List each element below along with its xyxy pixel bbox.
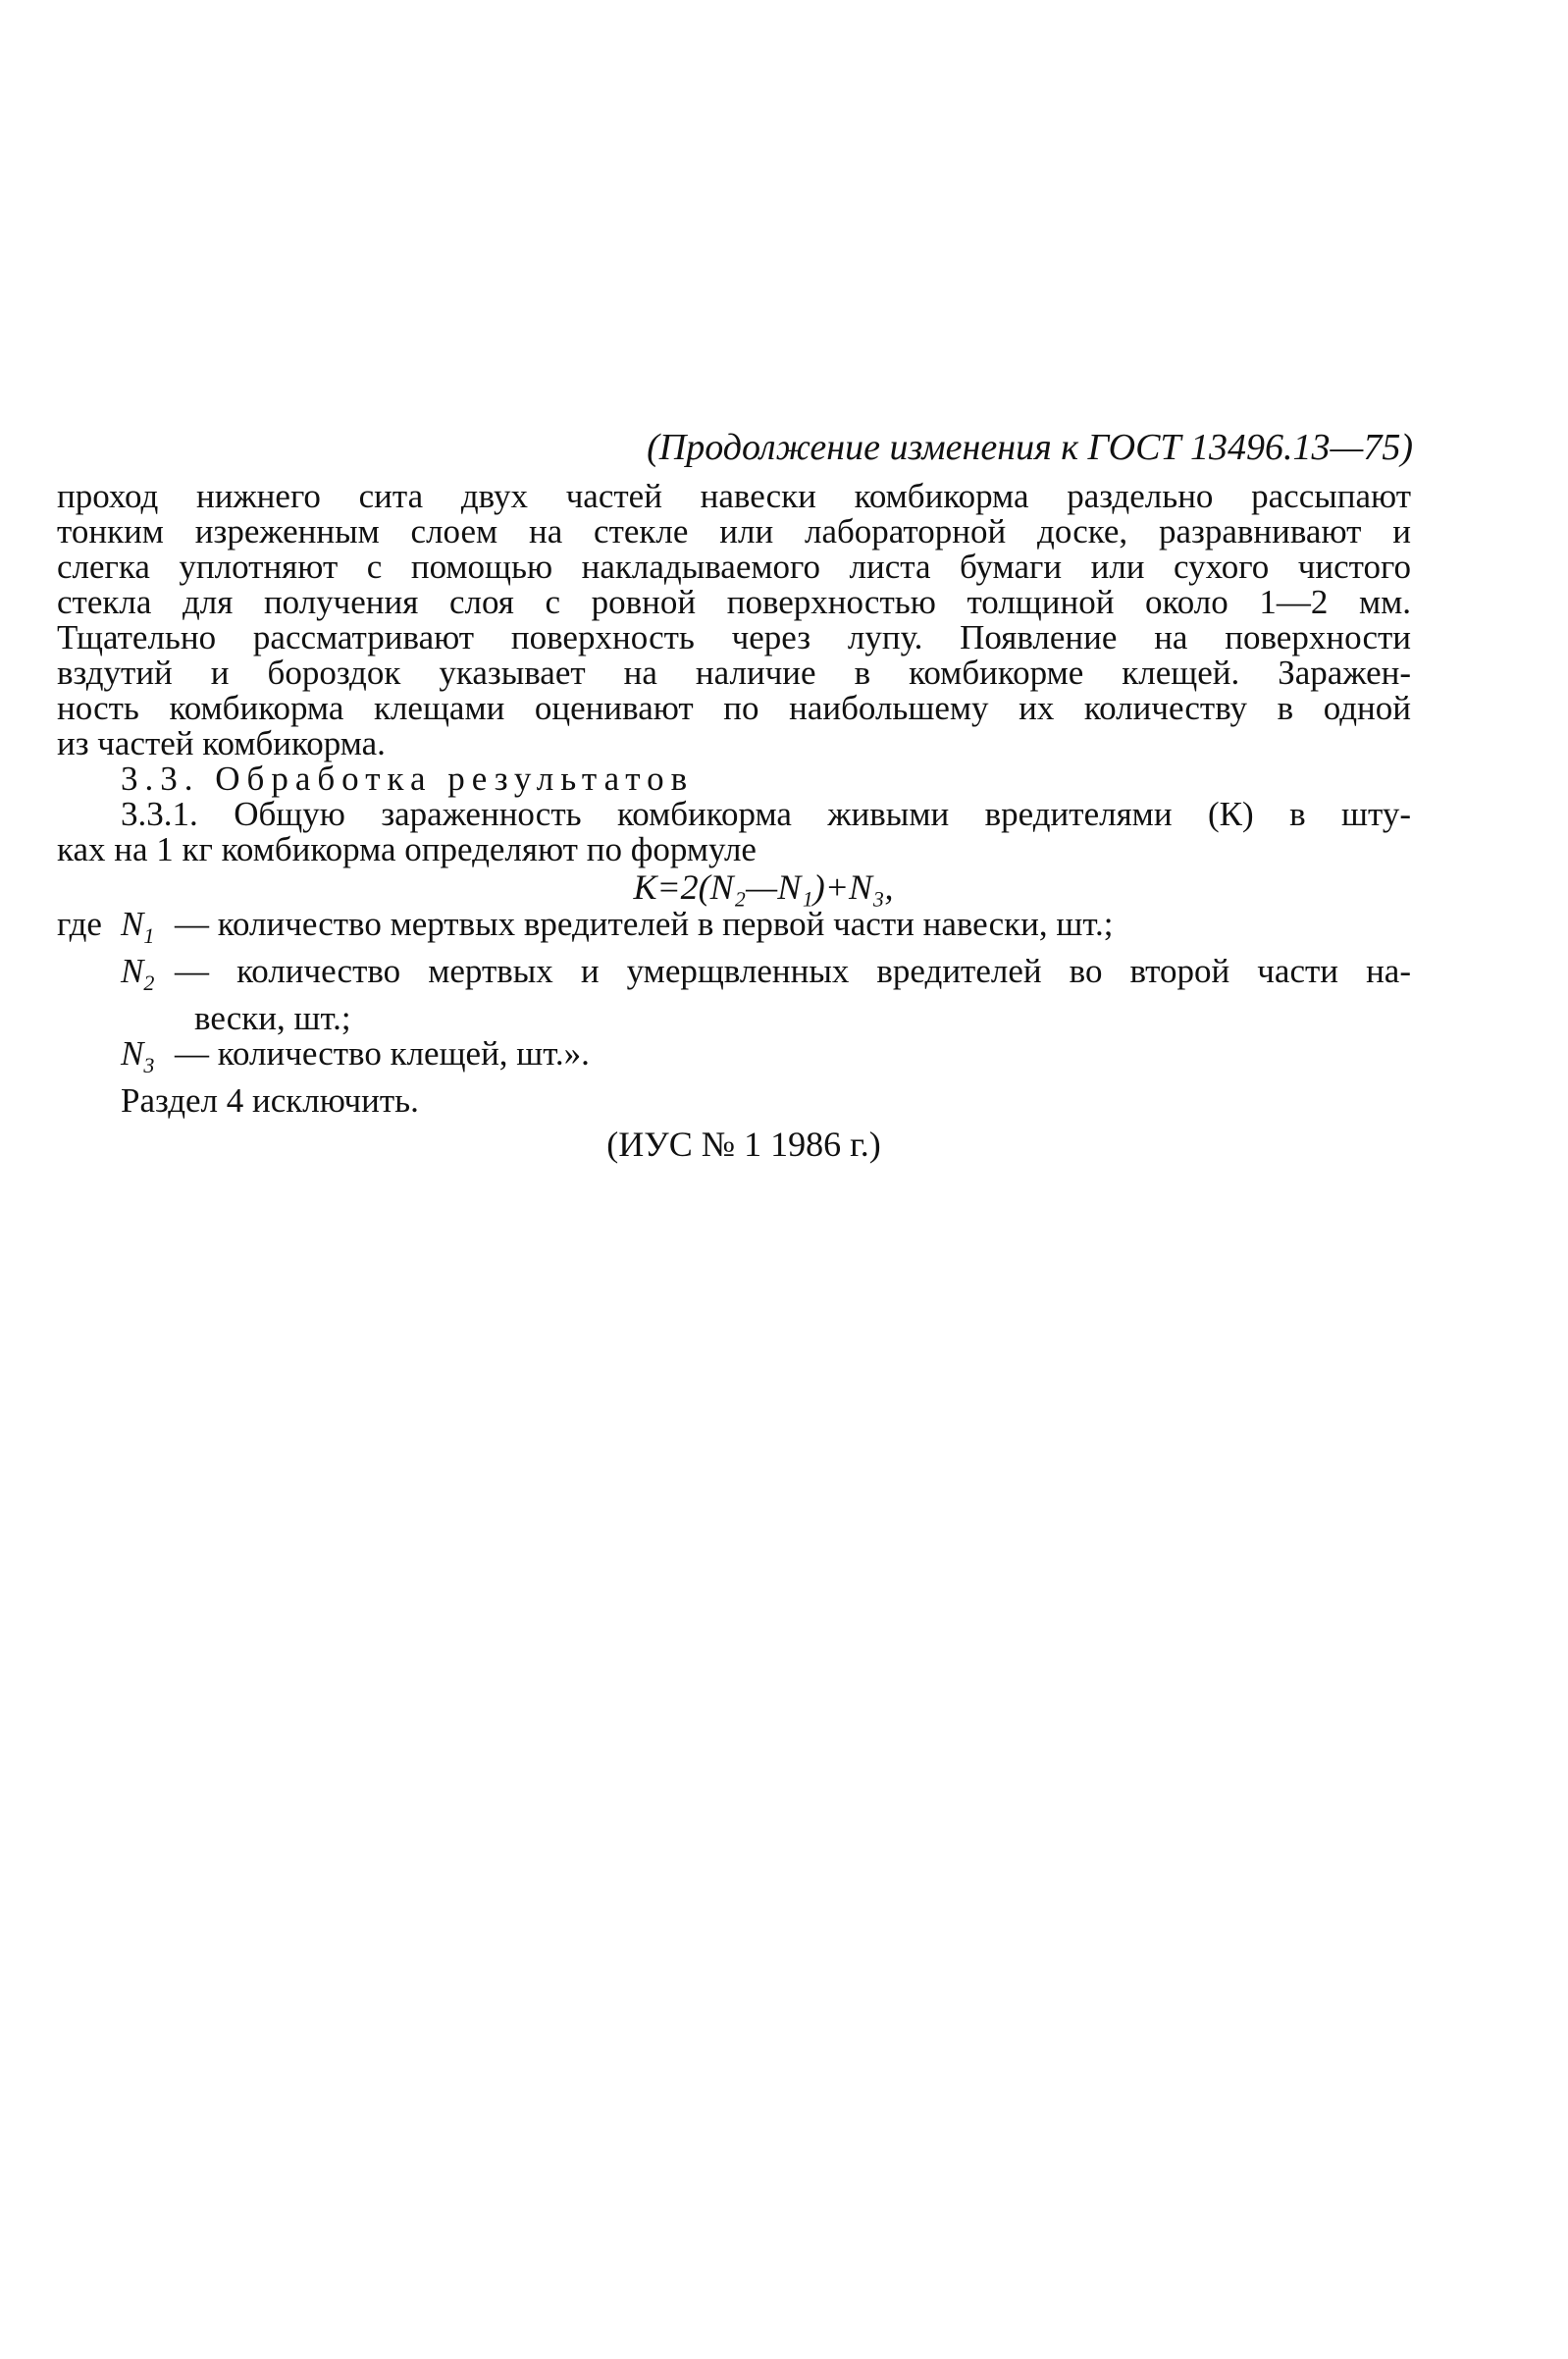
section-3-3-1-line: 3.3.1. Общую зараженность комбикорма живыми вредителями (К) в шту- <box>121 795 1411 833</box>
continuation-header: (Продолжение изменения к ГОСТ 13496.13—75) <box>647 427 1413 468</box>
paragraph-line: ность комбикорма клещами оценивают по наибольшему их количеству в одной <box>57 689 1411 727</box>
section-heading-3-3: 3.3. Обработка результатов <box>121 760 695 798</box>
paragraph-line: проход нижнего сита двух частей навески комбикорма раздельно рассыпают <box>57 477 1411 515</box>
document-body <box>57 479 1411 1166</box>
formula-definitions <box>57 907 1411 1083</box>
paragraph-line: из частей комбикорма. <box>57 724 386 762</box>
definition-text: — количество клещей, шт.». <box>175 1034 590 1073</box>
definition-text: — количество мертвых вредителей в первой части навески, шт.; <box>175 905 1114 943</box>
paragraph-line: слегка уплотняют с помощью накладываемого листа бумаги или сухого чистого <box>57 548 1411 586</box>
section-3-3-1-line: ках на 1 кг комбикорма определяют по формуле <box>57 830 757 868</box>
definition-continuation: вески, шт.; <box>194 999 351 1037</box>
infestation-formula: К=2(N₂—N₁)+N₃, <box>633 867 894 907</box>
paragraph-line: Тщательно рассматривают поверхность через лупу. Появление на поверхности <box>57 618 1411 656</box>
definition-row <box>57 1036 1411 1083</box>
definition-symbol: $N_1$ <box>121 905 155 948</box>
sieving-paragraph <box>57 479 1411 761</box>
paragraph-line: тонким изреженным слоем на стекле или лабораторной доске, разравнивают и <box>57 512 1411 550</box>
definition-symbol: $N_2$ <box>121 952 155 995</box>
paragraph-line: стекла для получения слоя с ровной поверхностью толщиной около 1—2 мм. <box>57 583 1411 621</box>
definition-symbol: $N_3$ <box>121 1034 155 1077</box>
ius-reference: (ИУС № 1 1986 г.) <box>606 1125 881 1164</box>
definition-row <box>57 954 1411 1001</box>
definition-text: — количество мертвых и умерщвленных вредителей во второй части на- <box>175 952 1411 990</box>
closing-statement: Раздел 4 исключить. <box>121 1081 419 1120</box>
definition-lead: где <box>57 905 102 943</box>
paragraph-line: вздутий и бороздок указывает на наличие в комбикорме клещей. Заражен- <box>57 654 1411 692</box>
definition-row <box>57 907 1411 954</box>
